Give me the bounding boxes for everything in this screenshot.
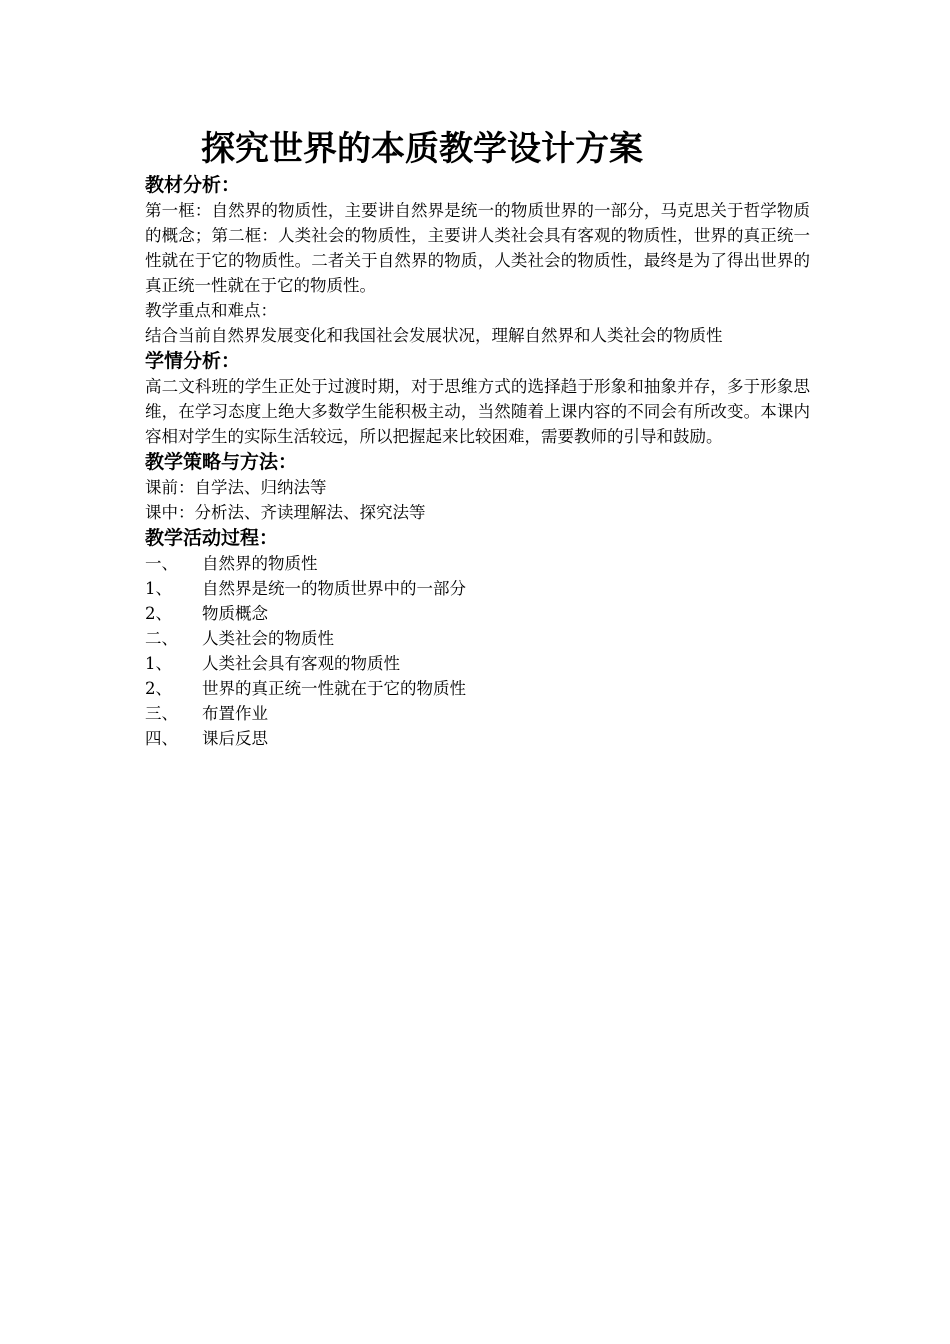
- list-item: [145, 601, 810, 626]
- list-item-text: 物质概念: [202, 604, 268, 623]
- list-item-number: 四、: [145, 729, 178, 748]
- section-strategy: [145, 449, 810, 525]
- list-item-number: 1、: [145, 654, 172, 673]
- list-item-text: 自然界是统一的物质世界中的一部分: [202, 579, 466, 598]
- list-item: [145, 701, 810, 726]
- section-heading-process: 教学活动过程：: [145, 527, 279, 549]
- list-item: [145, 551, 810, 576]
- process-list: [145, 551, 810, 751]
- list-item-text: 布置作业: [202, 704, 268, 723]
- list-item: [145, 626, 810, 651]
- key-points-label: 教学重点和难点：: [145, 301, 277, 320]
- list-item-number: 1、: [145, 579, 172, 598]
- students-body: 高二文科班的学生正处于过渡时期，对于思维方式的选择趋于形象和抽象并存，多于形象思维，在学习态度上绝大多数学生能积极主动，当然随着上课内容的不同会有所改变。本课内容相对学生的实际生活较远，所以把握起来比较困难，需要教师的引导和鼓励。: [145, 377, 810, 446]
- section-heading-students: 学情分析：: [145, 350, 241, 372]
- material-body: 第一框：自然界的物质性，主要讲自然界是统一的物质世界的一部分，马克思关于哲学物质的概念；第二框：人类社会的物质性，主要讲人类社会具有客观的物质性，世界的真正统一性就在于它的物质性。二者关于自然界的物质，人类社会的物质性，最终是为了得出世界的真正统一性就在于它的物质性。: [145, 201, 810, 295]
- list-item: [145, 676, 810, 701]
- list-item-number: 2、: [145, 679, 172, 698]
- document-page: [145, 126, 810, 751]
- section-heading-strategy: 教学策略与方法：: [145, 451, 298, 473]
- list-item: [145, 726, 810, 751]
- list-item-text: 世界的真正统一性就在于它的物质性: [202, 679, 466, 698]
- list-item-number: 一、: [145, 554, 178, 573]
- list-item-text: 自然界的物质性: [202, 554, 318, 573]
- section-students: [145, 348, 810, 449]
- section-material: [145, 172, 810, 348]
- strategy-before-class: 课前：自学法、归纳法等: [145, 478, 327, 497]
- list-item-text: 人类社会具有客观的物质性: [202, 654, 400, 673]
- section-heading-material: 教材分析：: [145, 174, 241, 196]
- list-item-number: 2、: [145, 604, 172, 623]
- list-item-text: 课后反思: [202, 729, 268, 748]
- section-process: [145, 525, 810, 751]
- list-item-number: 三、: [145, 704, 178, 723]
- key-points-body: 结合当前自然界发展变化和我国社会发展状况，理解自然界和人类社会的物质性: [145, 326, 723, 345]
- strategy-during-class: 课中：分析法、齐读理解法、探究法等: [145, 503, 426, 522]
- list-item-text: 人类社会的物质性: [202, 629, 334, 648]
- list-item-number: 二、: [145, 629, 178, 648]
- list-item: [145, 651, 810, 676]
- document-title: 探究世界的本质教学设计方案: [201, 129, 643, 169]
- list-item: [145, 576, 810, 601]
